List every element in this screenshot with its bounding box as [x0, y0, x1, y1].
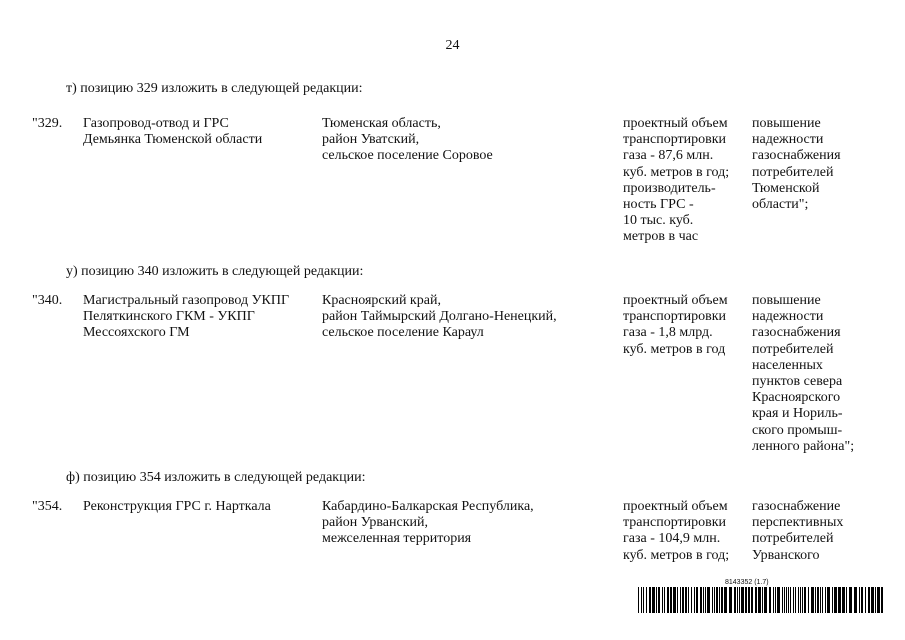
text-line: куб. метров в год;: [623, 164, 730, 180]
barcode-bar: [705, 587, 706, 613]
barcode-bar: [696, 587, 698, 613]
barcode-bar: [827, 587, 830, 613]
barcode-bar: [649, 587, 651, 613]
barcode-bar: [739, 587, 740, 613]
text-line: Кабардино-Балкарская Республика,: [322, 499, 534, 514]
capacity-329: [623, 116, 745, 246]
barcode-bar: [700, 587, 702, 613]
text-line: перспективных: [752, 515, 844, 531]
text-line: надежности: [752, 132, 824, 148]
position-number-354: "354.: [32, 499, 63, 514]
barcode-bar: [834, 587, 837, 613]
barcode-bar: [842, 587, 845, 613]
barcode-bar: [737, 587, 738, 613]
barcode-bar: [782, 587, 783, 613]
barcode-bar: [868, 587, 870, 613]
barcode-bar: [680, 587, 681, 613]
barcode-bar: [875, 587, 876, 613]
barcode-bar: [802, 587, 803, 613]
text-line: ность ГРС -: [623, 197, 694, 213]
text-line: газа - 104,9 млн.: [623, 531, 721, 547]
text-line: Мессояхского ГМ: [83, 325, 190, 341]
barcode-bar: [877, 587, 880, 613]
barcode-bar: [721, 587, 723, 613]
barcode-bar: [685, 587, 687, 613]
barcode-bar: [825, 587, 826, 613]
capacity-354: [623, 499, 745, 564]
barcode-bar: [798, 587, 799, 613]
barcode-bar: [707, 587, 710, 613]
barcode-bar: [790, 587, 791, 613]
barcode-bar: [716, 587, 718, 613]
barcode-bar: [764, 587, 767, 613]
barcode-image: [638, 587, 885, 613]
instruction-354: ф) позицию 354 изложить в следующей редакции:: [66, 470, 366, 485]
text-line: надежности: [752, 309, 824, 325]
object-name-354: [83, 499, 308, 515]
location-329: [322, 116, 612, 165]
text-line: Урванского: [752, 547, 820, 563]
barcode-bar: [773, 587, 774, 613]
barcode-bar: [859, 587, 860, 613]
text-line: Пеляткинского ГКМ - УКПГ: [83, 309, 255, 325]
text-line: повышение: [752, 293, 821, 308]
barcode-bar: [784, 587, 785, 613]
location-354: [322, 499, 612, 548]
barcode-bar: [865, 587, 866, 613]
barcode-bar: [694, 587, 695, 613]
barcode-bar: [703, 587, 704, 613]
barcode-bar: [762, 587, 763, 613]
text-line: потребителей: [752, 341, 834, 357]
text-line: Тюменской: [752, 180, 820, 196]
text-line: транспортировки: [623, 515, 727, 531]
barcode-bar: [664, 587, 665, 613]
barcode-bar: [846, 587, 847, 613]
capacity-340: [623, 293, 745, 358]
barcode-bar: [734, 587, 736, 613]
barcode-bar: [871, 587, 874, 613]
barcode-bar: [688, 587, 689, 613]
text-line: район Урванский,: [322, 515, 429, 531]
purpose-329: [752, 116, 892, 213]
text-line: проектный объем: [623, 116, 728, 131]
barcode-bar: [769, 587, 771, 613]
barcode-bar: [658, 587, 660, 613]
barcode-bar: [804, 587, 806, 613]
location-340: [322, 293, 612, 342]
object-name-340: [83, 293, 308, 342]
barcode-bar: [838, 587, 841, 613]
text-line: сельское поселение Соровое: [322, 148, 493, 164]
barcode-bar: [670, 587, 672, 613]
text-line: проектный объем: [623, 293, 728, 308]
text-line: 10 тыс. куб.: [623, 213, 694, 229]
barcode-bar: [811, 587, 814, 613]
barcode-bar: [673, 587, 676, 613]
barcode-bar: [795, 587, 796, 613]
text-line: район Уватский,: [322, 132, 420, 148]
text-line: сельское поселение Караул: [322, 325, 484, 341]
text-line: газоснабжения: [752, 325, 841, 341]
text-line: Реконструкция ГРС г. Нарткала: [83, 499, 271, 514]
purpose-340: [752, 293, 892, 455]
text-line: проектный объем: [623, 499, 728, 514]
barcode-bar: [741, 587, 744, 613]
barcode-bar: [745, 587, 747, 613]
barcode-bar: [817, 587, 819, 613]
text-line: производитель-: [623, 180, 716, 196]
text-line: газа - 1,8 млрд.: [623, 325, 713, 341]
barcode-bar: [820, 587, 821, 613]
position-number-329: "329.: [32, 116, 63, 131]
text-line: Тюменская область,: [322, 116, 441, 131]
barcode-bar: [751, 587, 753, 613]
text-line: куб. метров в год;: [623, 547, 730, 563]
instruction-340: у) позицию 340 изложить в следующей редакции:: [66, 264, 364, 279]
barcode-bar: [682, 587, 684, 613]
text-line: Газопровод-отвод и ГРС: [83, 116, 229, 131]
barcode-bar: [646, 587, 647, 613]
barcode-bar: [854, 587, 857, 613]
barcode-bar: [777, 587, 780, 613]
barcode-bar: [808, 587, 809, 613]
text-line: газа - 87,6 млн.: [623, 148, 714, 164]
text-line: области";: [752, 197, 809, 213]
barcode-bar: [667, 587, 669, 613]
text-line: газоснабжение: [752, 499, 841, 514]
text-line: потребителей: [752, 164, 834, 180]
barcode-bar: [800, 587, 801, 613]
barcode-bar: [849, 587, 852, 613]
page-number: 24: [445, 38, 460, 53]
text-line: потребителей: [752, 531, 834, 547]
barcode-bar: [775, 587, 776, 613]
purpose-354: [752, 499, 892, 564]
barcode-bar: [691, 587, 692, 613]
barcode-bar: [714, 587, 715, 613]
barcode-bar: [758, 587, 761, 613]
barcode-bar: [662, 587, 663, 613]
text-line: ленного района";: [752, 438, 855, 454]
barcode-bar: [729, 587, 732, 613]
barcode-bar: [832, 587, 833, 613]
text-line: Красноярского: [752, 390, 841, 406]
text-line: межселенная территория: [322, 531, 472, 547]
text-line: транспортировки: [623, 132, 727, 148]
barcode-bar: [748, 587, 750, 613]
barcode-bar: [724, 587, 727, 613]
text-line: газоснабжения: [752, 148, 841, 164]
text-line: Демьянка Тюменской области: [83, 132, 263, 148]
text-line: метров в час: [623, 229, 699, 245]
text-line: район Таймырский Долгано-Ненецкий,: [322, 309, 557, 325]
barcode-bar: [788, 587, 789, 613]
barcode-bar: [652, 587, 655, 613]
barcode-bar: [786, 587, 787, 613]
barcode-bar: [755, 587, 757, 613]
object-name-329: [83, 116, 308, 148]
text-line: края и Нориль-: [752, 406, 843, 422]
text-line: куб. метров в год: [623, 341, 726, 357]
barcode-bar: [677, 587, 678, 613]
text-line: Красноярский край,: [322, 293, 441, 308]
barcode-bar: [815, 587, 816, 613]
barcode-bar: [822, 587, 823, 613]
barcode-label: 8143352 (1.7): [725, 579, 769, 586]
text-line: транспортировки: [623, 309, 727, 325]
barcode-bar: [861, 587, 863, 613]
text-line: Магистральный газопровод УКПГ: [83, 293, 290, 308]
barcode-bar: [712, 587, 713, 613]
text-line: ского промыш-: [752, 422, 843, 438]
barcode-bar: [793, 587, 794, 613]
barcode-bar: [656, 587, 657, 613]
barcode-bar: [643, 587, 644, 613]
text-line: повышение: [752, 116, 821, 131]
text-line: населенных: [752, 357, 823, 373]
barcode-bar: [881, 587, 883, 613]
position-number-340: "340.: [32, 293, 63, 308]
text-line: пунктов севера: [752, 374, 843, 390]
barcode-bar: [719, 587, 720, 613]
instruction-329: т) позицию 329 изложить в следующей редакции:: [66, 81, 363, 96]
barcode-bar: [641, 587, 642, 613]
barcode-bar: [638, 587, 639, 613]
